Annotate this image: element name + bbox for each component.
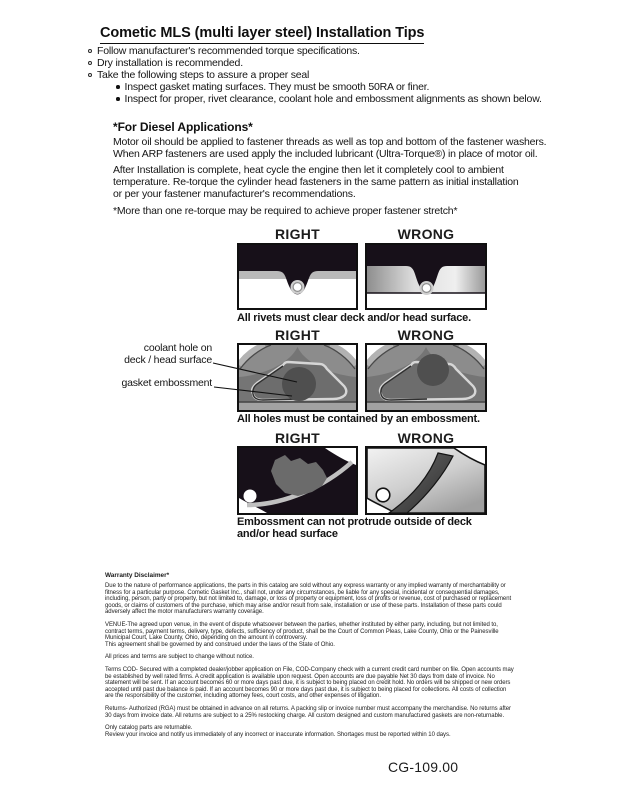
row1-caption: All rivets must clear deck and/or head surface. [237,312,471,324]
list-item-text: Follow manufacturer's recommended torque specifications. [97,45,360,57]
warranty-paragraph: Terms COD- Secured with a completed dealer/jobber application on File, COD-Company check with a current credit card number on file. Open accounts may be established by well rated firms. A credit application is available upon request. Open accounts are due payable Net 30 days from date of invoice. No statement will be sent. If an account becomes 60 or more days past due, it is subject to being placed on credit hold. No orders will be shipped or new orders accepted until past due balance is paid. If an account becomes 90 or more days past due, it is subject to being placed for collections. All costs of collection are the responsibility of the customer, including attorney fees, court costs, and other expenses of litigation. [105,666,514,700]
hole-wrong-illustration [367,345,485,410]
warranty-disclaimer [105,572,563,744]
diagram-protrusion-right [237,446,358,515]
warranty-paragraph: Only catalog parts are returnable. Review your invoice and notify us immediately of any incorrect or inaccurate information. Shortages must be reported within 10 days. [105,725,451,738]
row3-right-label: RIGHT [274,430,321,446]
row1-wrong-label: WRONG [397,226,455,242]
hole-right-illustration [239,345,356,410]
bullet-icon [116,85,120,89]
row2-right-label: RIGHT [274,327,321,343]
protrusion-wrong-illustration [367,448,485,513]
coolant-hole-label: coolant hole on deck / head surface [124,342,212,366]
bullet-icon [88,49,92,53]
list-item [88,45,542,57]
warranty-paragraph: All prices and terms are subject to change without notice. [105,654,254,661]
row1-right-label: RIGHT [274,226,321,242]
page-title: Cometic MLS (multi layer steel) Installation Tips [100,25,424,44]
diesel-paragraph-1: Motor oil should be applied to fastener threads as well as top and bottom of the fastener washers. When ARP fasteners are used apply the included lubricant (Ultra-Torque®) in place of motor oil. [113,136,547,160]
list-item [88,57,542,69]
list-item [116,93,542,105]
list-item-text: Inspect for proper, rivet clearance, coolant hole and embossment alignments as shown below. [124,93,542,105]
row2-wrong-label: WRONG [397,327,455,343]
retorque-note: *More than one re-torque may be required to achieve proper fastener stretch* [113,205,458,217]
list-item [116,81,542,93]
warranty-paragraph: Returns- Authorized (RGA) must be obtained in advance on all returns. A packing slip or invoice number must accompany the merchandise. No returns after 30 days from invoice date. All returns are subject to a 25% restocking charge. All custom designed and custom manufactured gaskets are non-returnable. [105,705,511,719]
diesel-paragraph-2: After Installation is complete, heat cycle the engine then let it completely cool to ambient temperature. Re-torque the cylinder head fasteners in the same pattern as initial installation or per your fastener manufacturer's recommendations. [113,164,519,200]
page-code: CG-109.00 [388,759,459,775]
list-item-text: Dry installation is recommended. [97,57,243,69]
diesel-heading: *For Diesel Applications* [113,120,253,134]
warranty-paragraph: Due to the nature of performance applications, the parts in this catalog are sold without any express warranty or any implied warranty of merchantability or fitness for a particular purpose. Cometic Gasket Inc., shall not, under any circumstances, be liable for any special, incidental or consequential damages, including, person, party or property, but not limited to, damage, or loss of property or equipment, loss of profits or revenue, cost of purchased or replacement goods, or claims of customers of the purchase, which may arise and/or result from sale, installation or use of these parts. Installation of these parts could adversely affect the motor manufacturers warranty coverage. [105,583,512,616]
bullet-icon [116,97,120,101]
rivet-right-illustration [239,245,356,308]
gasket-embossment-label: gasket embossment [121,377,212,389]
diagram-hole-wrong [365,343,487,412]
row3-caption: Embossment can not protrude outside of deck and/or head surface [237,516,472,540]
list-item-text: Take the following steps to assure a proper seal [97,69,310,81]
bullet-icon [88,61,92,65]
list-item [88,69,542,81]
row2-caption: All holes must be contained by an embossment. [237,413,480,425]
diagram-rivet-wrong [365,243,487,310]
list-item-text: Inspect gasket mating surfaces. They must be smooth 50RA or finer. [124,81,430,93]
bullet-icon [88,73,92,77]
warranty-paragraph: VENUE-The agreed upon venue, in the event of dispute whatsoever between the parties, whether instituted by either party, including, but not limited to, contract terms, payment terms, delivery, type, defects, sufficiency of product, shall be the Court of Common Pleas, Lake County, Ohio or the Painesville Municipal Court, Lake County, Ohio, depending on the amount in controversy. This agreement shall be governed by and construed under the laws of the State of Ohio. [105,621,499,648]
installation-tips-list [88,45,542,105]
protrusion-right-illustration [239,448,356,513]
rivet-wrong-illustration [367,245,485,308]
diagram-protrusion-wrong [365,446,487,515]
row3-wrong-label: WRONG [397,430,455,446]
diagram-hole-right [237,343,358,412]
warranty-heading: Warranty Disclaimer* [105,572,170,579]
diagram-rivet-right [237,243,358,310]
